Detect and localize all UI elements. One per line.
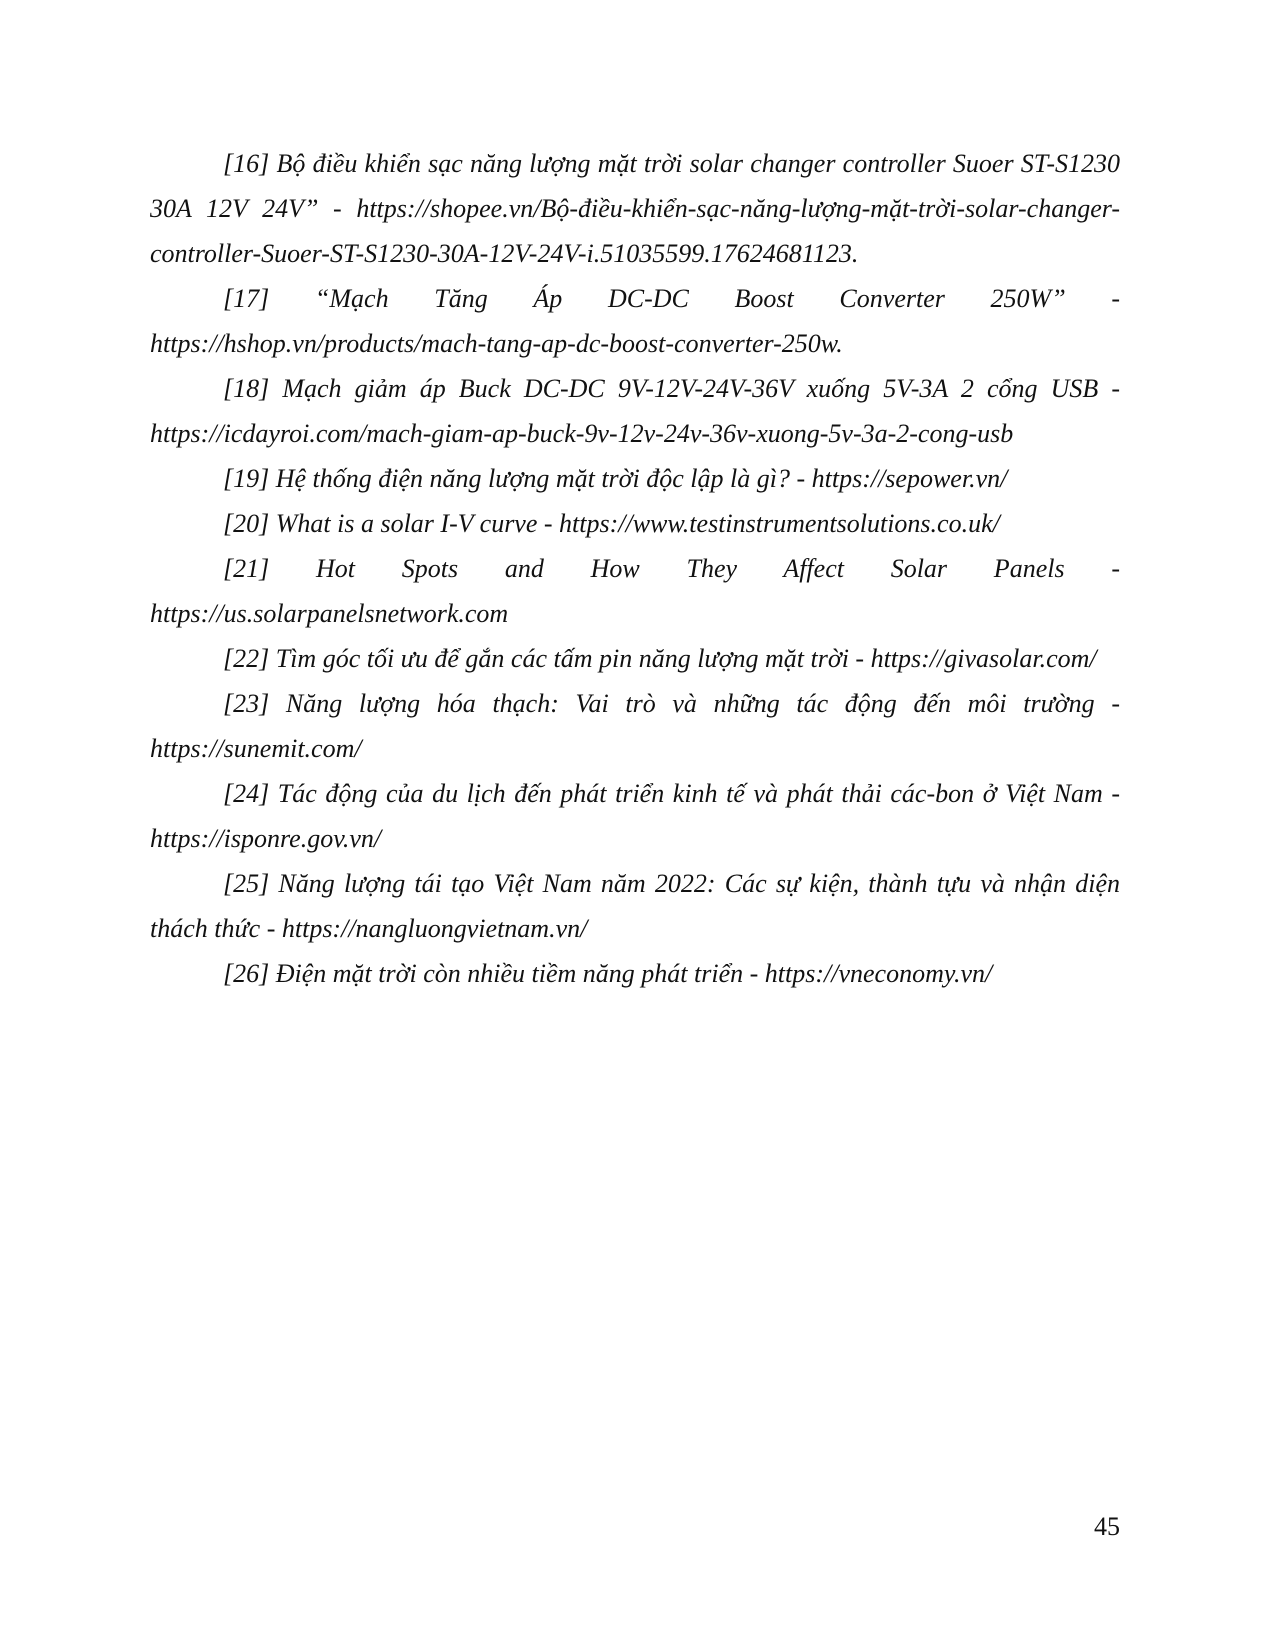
reference-16: [16] Bộ điều khiển sạc năng lượng mặt trời solar changer controller Suoer ST-S1230 30A 12V 24V” - https://shopee.vn/Bộ-điều-khiển-sạc-năng-lượng-mặt-trời-solar-changer-controller-Suoer-ST-S1230-30A-12V-24V-i.51035599.17624681123. [150, 149, 1120, 268]
reference-25: [25] Năng lượng tái tạo Việt Nam năm 2022: Các sự kiện, thành tựu và nhận diện thách thức - https://nangluongvietnam.vn/ [150, 869, 1120, 943]
reference-23: [23] Năng lượng hóa thạch: Vai trò và những tác động đến môi trường - https://sunemit.com/ [150, 689, 1120, 763]
reference-21: [21] Hot Spots and How They Affect Solar Panels - https://us.solarpanelsnetwork.com [150, 554, 1120, 628]
reference-20: [20] What is a solar I-V curve - https://www.testinstrumentsolutions.co.uk/ [223, 509, 1000, 538]
reference-24: [24] Tác động của du lịch đến phát triển kinh tế và phát thải các-bon ở Việt Nam - https://isponre.gov.vn/ [150, 779, 1120, 853]
reference-17: [17] “Mạch Tăng Áp DC-DC Boost Converter 250W” - https://hshop.vn/products/mach-tang-ap-dc-boost-converter-250w. [150, 284, 1120, 358]
reference-26: [26] Điện mặt trời còn nhiều tiềm năng phát triển - https://vneconomy.vn/ [223, 959, 993, 988]
reference-18: [18] Mạch giảm áp Buck DC-DC 9V-12V-24V-36V xuống 5V-3A 2 cổng USB - https://icdayroi.com/mach-giam-ap-buck-9v-12v-24v-36v-xuong-5v-3a-2-cong-usb [150, 374, 1120, 448]
reference-list [150, 141, 1120, 996]
reference-22: [22] Tìm góc tối ưu để gắn các tấm pin năng lượng mặt trời - https://givasolar.com/ [223, 644, 1097, 673]
page-number: 45 [1094, 1512, 1120, 1541]
reference-19: [19] Hệ thống điện năng lượng mặt trời độc lập là gì? - https://sepower.vn/ [223, 464, 1008, 493]
